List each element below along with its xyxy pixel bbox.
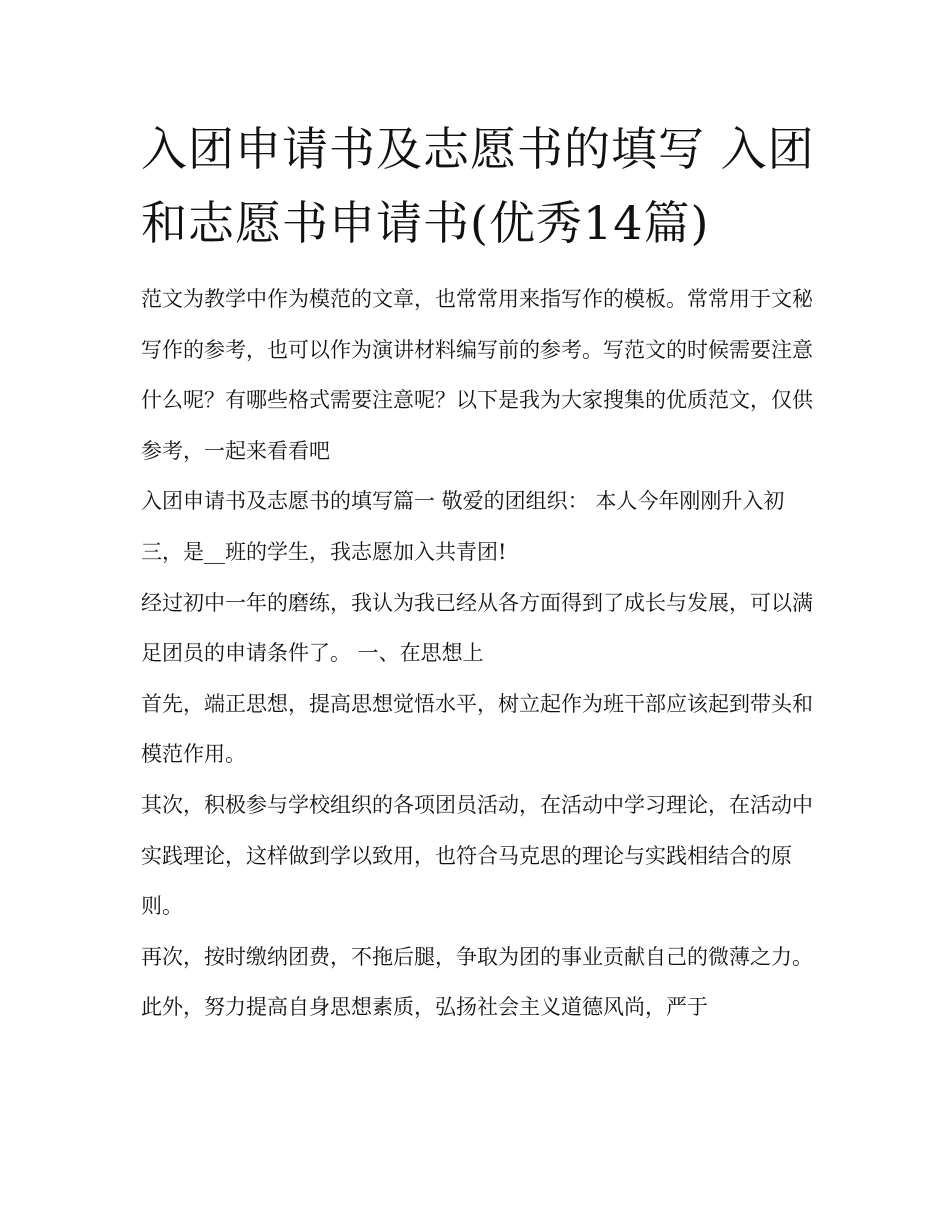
paragraph-first: 首先，端正思想，提高思想觉悟水平，树立起作为班干部应该起到带头和模范作用。 bbox=[141, 691, 813, 767]
paragraph-letter-opening: 入团申请书及志愿书的填写篇一 敬爱的团组织： 本人今年刚刚升入初三，是__班的学生，我志愿加入共青团! bbox=[141, 489, 785, 564]
paragraph-third: 再次，按时缴纳团费，不拖后腿，争取为团的事业贡献自己的微薄之力。 bbox=[141, 944, 813, 969]
paragraph-intro: 范文为教学中作为模范的文章，也常常用来指写作的模板。常常用于文秘写作的参考，也可以作为演讲材料编写前的参考。写范文的时候需要注意什么呢？有哪些格式需要注意呢？以下是我为大家搜集的优质范文，仅供参考，一起来看看吧 bbox=[141, 287, 813, 463]
document-body bbox=[141, 274, 821, 1033]
paragraph-second: 其次，积极参与学校组织的各项团员活动，在活动中学习理论，在活动中实践理论，这样做到学以致用，也符合马克思的理论与实践相结合的原则。 bbox=[141, 792, 813, 919]
document-title: 入团申请书及志愿书的填写 入团和志愿书申请书(优秀14篇) bbox=[141, 122, 815, 250]
document-page bbox=[141, 112, 821, 1033]
paragraph-growth: 经过初中一年的磨练，我认为我已经从各方面得到了成长与发展，可以满足团员的申请条件了。 一、在思想上 bbox=[141, 590, 813, 666]
paragraph-additionally: 此外，努力提高自身思想素质，弘扬社会主义道德风尚，严于 bbox=[141, 995, 708, 1020]
